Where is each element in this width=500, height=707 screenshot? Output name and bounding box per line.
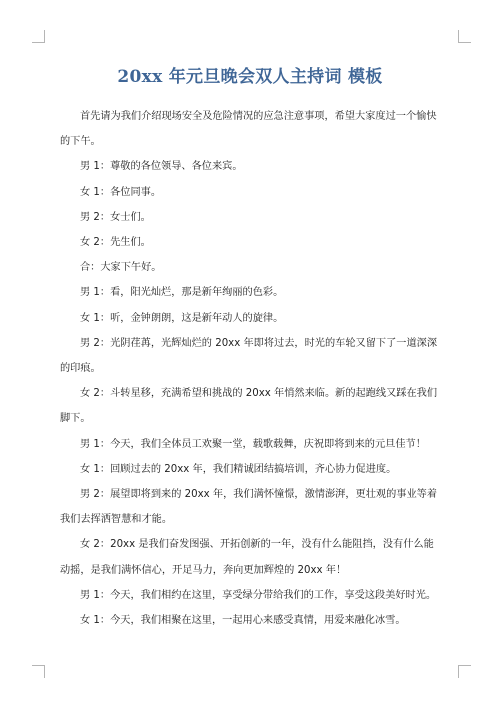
crop-mark-top-right	[458, 30, 471, 43]
paragraph: 女 2：先生们。	[80, 237, 151, 249]
paragraph: 男 1：尊敬的各位领导、各位来宾。	[80, 161, 243, 173]
paragraph: 女 1：回顾过去的 20xx 年，我们精诚团结搞培训，齐心协力促进度。	[80, 463, 397, 475]
crop-mark-top-left	[32, 30, 45, 43]
paragraph: 女 2：斗转星移，充满希望和挑战的 20xx 年悄然来临。新的起跑线又踩在我们脚下。	[60, 388, 438, 425]
crop-mark-bottom-left	[32, 665, 45, 678]
paragraph: 合：大家下午好。	[80, 262, 162, 274]
paragraph: 女 2：20xx 是我们奋发图强、开拓创新的一年，没有什么能阻挡，没有什么能动摇，是我们满怀信心，开足马力，奔向更加辉煌的 20xx 年！	[60, 539, 434, 576]
paragraph: 男 2：展望即将到来的 20xx 年，我们满怀憧憬，激情澎湃，更壮观的事业等着我们去挥洒智慧和才能。	[60, 489, 438, 526]
crop-mark-bottom-right	[458, 665, 471, 678]
paragraph: 女 1：今天，我们相聚在这里，一起用心来感受真情，用爱来融化冰雪。	[80, 615, 406, 627]
document-body	[60, 104, 438, 633]
paragraph: 女 1：各位同事。	[80, 186, 162, 198]
paragraph: 男 1：看，阳光灿烂，那是新年绚丽的色彩。	[80, 287, 284, 299]
paragraph: 男 1：今天，我们全体员工欢聚一堂，载歌载舞，庆祝即将到来的元旦佳节！	[80, 438, 426, 450]
paragraph: 女 1：听，金钟朗朗，这是新年动人的旋律。	[80, 312, 284, 324]
paragraph: 男 2：女士们。	[80, 211, 151, 223]
document-title: 20xx 年元旦晚会双人主持词 模板	[117, 67, 383, 87]
paragraph: 首先请为我们介绍现场安全及危险情况的应急注意事项，希望大家度过一个愉快的下午。	[60, 111, 437, 148]
paragraph: 男 2：光阴荏苒，光辉灿烂的 20xx 年即将过去，时光的车轮又留下了一道深深的印痕。	[60, 337, 438, 375]
paragraph: 男 1：今天，我们相约在这里，享受绿分带给我们的工作，享受这段美好时光。	[80, 589, 437, 601]
